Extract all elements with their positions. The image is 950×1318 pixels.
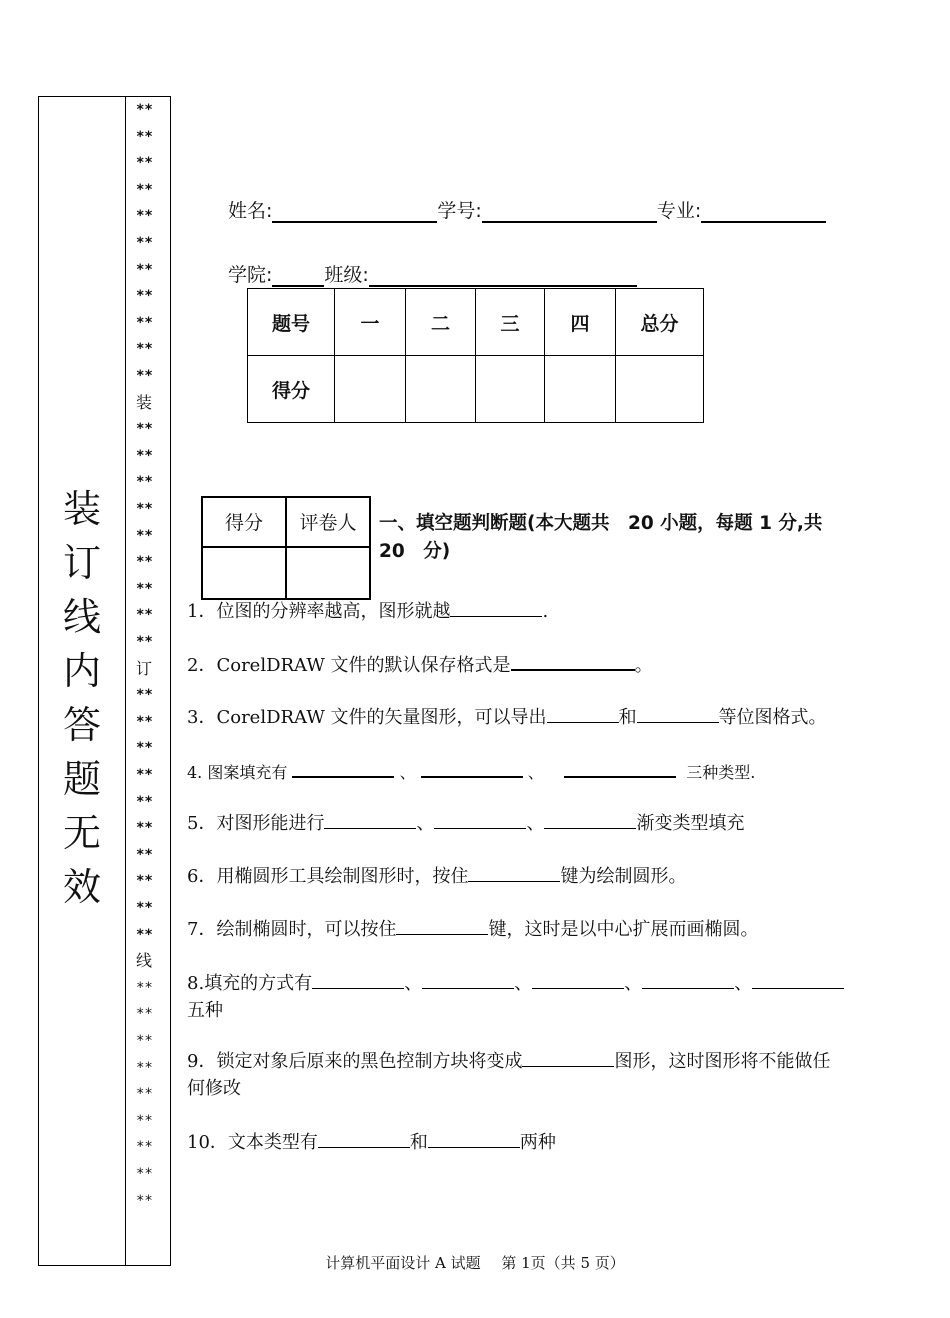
question-text: 五种	[187, 1000, 223, 1021]
question-text: 填充的方式有	[204, 973, 313, 994]
question-text: 、	[624, 973, 643, 994]
answer-blank[interactable]	[547, 704, 619, 723]
answer-blank[interactable]	[428, 1129, 520, 1148]
question-text: 键，这时是以中心扩展而画椭圆。	[488, 919, 759, 940]
question-text: 、	[416, 813, 435, 834]
binding-mark: 线	[136, 951, 153, 971]
question-number: 5．	[187, 813, 217, 834]
question-1	[187, 598, 548, 625]
question-text: 图案填充有	[207, 763, 288, 782]
grader-table	[201, 496, 371, 600]
question-2	[187, 651, 653, 679]
binding-mark: **	[136, 1112, 153, 1129]
binding-mark: **	[136, 314, 153, 331]
answer-blank[interactable]	[421, 758, 523, 778]
binding-mark: **	[136, 501, 153, 517]
binding-mark: **	[136, 1166, 153, 1182]
binding-char: 线	[62, 595, 101, 639]
question-7	[187, 916, 758, 943]
binding-mark: **	[136, 687, 153, 704]
answer-blank[interactable]	[511, 651, 635, 671]
binding-char: 内	[62, 649, 101, 693]
binding-char: 装	[62, 487, 101, 531]
binding-char: 无	[62, 811, 101, 855]
grader-score-label: 得分	[202, 497, 286, 547]
binding-mark: **	[136, 474, 153, 491]
answer-blank[interactable]	[324, 810, 416, 829]
exam-title: 计算机平面设计 A 试题	[325, 1254, 481, 1272]
binding-mark: **	[136, 261, 153, 278]
class-label: 班级:	[324, 264, 369, 286]
question-text: 位图的分辨率越高，图形就越	[216, 601, 451, 622]
binding-mark: **	[136, 1006, 153, 1023]
score-table-cell: 二	[406, 289, 476, 356]
binding-mark: 订	[136, 658, 153, 678]
question-text: CorelDRAW 文件的矢量图形，可以导出	[216, 707, 547, 728]
binding-mark: **	[136, 102, 153, 118]
score-table-header-row	[248, 289, 704, 356]
question-text: 绘制椭圆时，可以按住	[216, 919, 397, 940]
score-table-cell: 四	[545, 289, 616, 356]
score-table-score-row	[248, 356, 704, 423]
question-number: 8.	[187, 973, 205, 994]
question-number: 10．	[187, 1132, 228, 1153]
answer-blank[interactable]	[450, 598, 542, 617]
binding-mark: **	[136, 900, 153, 916]
score-table-cell: 三	[476, 289, 545, 356]
answer-blank[interactable]	[312, 970, 404, 989]
score-cell[interactable]	[545, 356, 616, 423]
answer-blank[interactable]	[422, 970, 514, 989]
binding-mark: **	[136, 580, 153, 597]
question-text: 、	[514, 973, 533, 994]
binding-mark: **	[136, 979, 153, 996]
question-number: 9．	[187, 1051, 217, 1072]
answer-blank[interactable]	[522, 1048, 614, 1067]
binding-mark: **	[136, 820, 153, 837]
student-info-row-1	[228, 196, 826, 223]
question-text: 三种类型.	[686, 763, 756, 782]
binding-mark: **	[136, 846, 153, 863]
binding-mark: **	[136, 128, 153, 145]
question-text: 用椭圆形工具绘制图形时，按住	[216, 866, 469, 887]
score-cell[interactable]	[616, 356, 704, 423]
question-3	[187, 704, 827, 731]
question-number: 4.	[187, 763, 203, 782]
score-cell[interactable]	[476, 356, 545, 423]
binding-char: 答	[62, 703, 101, 747]
question-text: CorelDRAW 文件的默认保存格式是	[216, 655, 511, 676]
binding-mark: **	[136, 607, 153, 624]
binding-mark: **	[136, 1192, 153, 1209]
binding-notice	[52, 482, 112, 914]
question-10	[187, 1129, 556, 1156]
grader-name-label: 评卷人	[286, 497, 370, 547]
question-6	[187, 863, 686, 890]
question-text: 和	[409, 1132, 428, 1153]
binding-mark: **	[136, 1059, 153, 1076]
question-8-continuation	[187, 997, 223, 1024]
answer-blank[interactable]	[434, 810, 526, 829]
question-text: 锁定对象后原来的黑色控制方块将变成	[216, 1051, 523, 1072]
score-row-label: 得分	[248, 356, 335, 423]
binding-mark: **	[136, 1139, 153, 1156]
college-label: 学院:	[228, 264, 273, 286]
binding-mark: **	[136, 447, 153, 464]
answer-blank[interactable]	[318, 1129, 410, 1148]
answer-blank[interactable]	[752, 970, 844, 989]
score-cell[interactable]	[335, 356, 406, 423]
binding-mark: **	[136, 1033, 153, 1049]
score-table-cell: 总分	[616, 289, 704, 356]
question-text: 、	[404, 973, 423, 994]
question-number: 6．	[187, 866, 217, 887]
question-9	[187, 1048, 847, 1102]
name-blank[interactable]	[272, 201, 437, 223]
question-text: 、	[527, 763, 544, 782]
binding-mark: **	[136, 554, 153, 571]
question-text: 、	[399, 763, 416, 782]
answer-blank[interactable]	[637, 704, 719, 723]
question-text: 图形，这时图形将不能做任何修改	[187, 1051, 831, 1099]
major-blank[interactable]	[701, 201, 826, 223]
college-blank[interactable]	[272, 265, 324, 287]
score-table	[247, 288, 704, 423]
grader-score-cell[interactable]	[202, 547, 286, 599]
binding-mark: **	[136, 341, 153, 358]
question-text: 键为绘制圆形。	[560, 866, 687, 887]
binding-mark: **	[136, 873, 153, 890]
binding-mark: **	[136, 235, 153, 251]
name-label: 姓名:	[228, 200, 273, 222]
question-4	[187, 758, 755, 786]
section-1-title: 一、填空题判断题(本大题共 20 小题，每题 1 分,共 20 分)	[379, 513, 841, 562]
question-text: 、	[526, 813, 545, 834]
binding-mark: **	[136, 1086, 153, 1103]
binding-mark: **	[136, 155, 153, 172]
binding-mark: **	[136, 288, 153, 305]
binding-char: 订	[62, 541, 101, 585]
binding-mark: **	[136, 181, 153, 198]
major-label: 专业:	[656, 200, 702, 222]
answer-blank[interactable]	[292, 758, 394, 778]
answer-blank[interactable]	[396, 916, 488, 935]
answer-blank[interactable]	[532, 970, 624, 989]
binding-mark: **	[136, 527, 153, 544]
question-number: 3．	[187, 707, 217, 728]
binding-mark: **	[136, 634, 153, 650]
score-table-cell: 一	[335, 289, 406, 356]
question-number: 2．	[187, 655, 217, 676]
binding-mark: **	[136, 421, 153, 438]
binding-mark: **	[136, 926, 153, 943]
answer-blank[interactable]	[468, 863, 560, 882]
question-text: 。	[634, 655, 653, 676]
student-no-blank[interactable]	[482, 201, 657, 223]
binding-mark: **	[136, 208, 153, 225]
question-text: 和	[618, 707, 637, 728]
question-text: 对图形能进行	[216, 813, 325, 834]
question-text: 、	[734, 973, 753, 994]
student-info-row-2	[228, 260, 637, 287]
binding-char: 效	[62, 865, 101, 909]
class-blank[interactable]	[369, 265, 637, 287]
binding-mark: **	[136, 713, 153, 730]
binding-mark: **	[136, 740, 153, 757]
binding-mark: 装	[136, 392, 153, 412]
question-number: 1．	[187, 601, 217, 622]
question-number: 7．	[187, 919, 217, 940]
student-no-label: 学号:	[437, 200, 482, 222]
page-footer	[0, 1252, 950, 1273]
binding-char: 题	[62, 757, 101, 801]
binding-mark: **	[136, 767, 153, 783]
grader-name-cell[interactable]	[286, 547, 370, 599]
binding-mark: **	[136, 793, 153, 810]
binding-divider-line	[125, 96, 126, 1266]
question-text: 渐变类型填充	[636, 813, 745, 834]
binding-mark: **	[136, 368, 153, 384]
score-cell[interactable]	[406, 356, 476, 423]
question-text: 两种	[519, 1132, 556, 1153]
answer-blank[interactable]	[564, 758, 676, 778]
answer-blank[interactable]	[642, 970, 734, 989]
question-text: 文本类型有	[227, 1132, 318, 1153]
question-text: .	[542, 601, 549, 622]
page-number: 第 1页（共 5 页）	[501, 1254, 625, 1272]
question-8	[187, 970, 844, 997]
question-text: 等位图格式。	[718, 707, 827, 728]
answer-blank[interactable]	[544, 810, 636, 829]
question-5	[187, 810, 744, 837]
score-table-cell: 题号	[248, 289, 335, 356]
